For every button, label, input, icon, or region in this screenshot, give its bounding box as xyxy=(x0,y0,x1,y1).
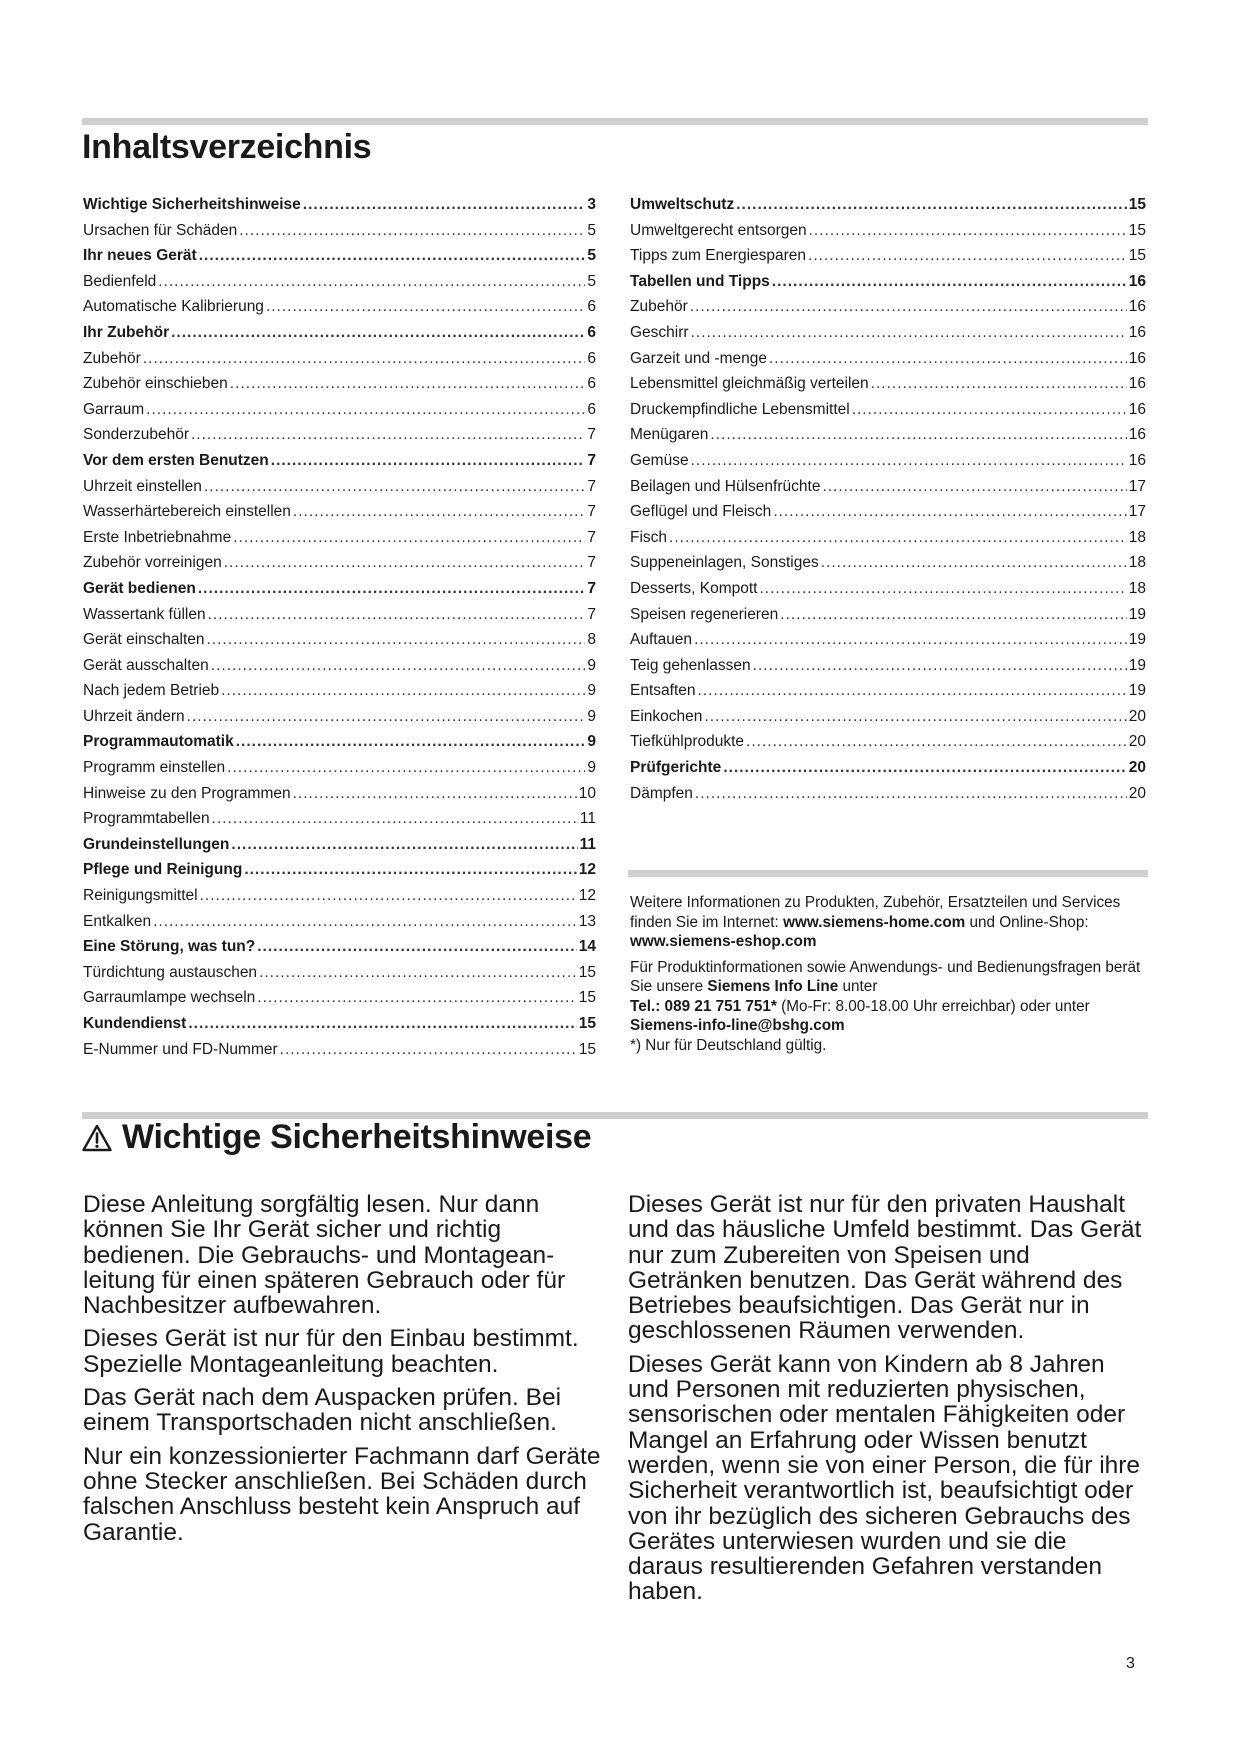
toc-entry-page: 9 xyxy=(587,733,596,751)
toc-entry-page: 5 xyxy=(587,247,596,265)
toc-heading-entry[interactable] xyxy=(83,1011,596,1037)
top-divider xyxy=(82,118,1148,125)
toc-entry-page: 7 xyxy=(587,426,596,444)
toc-entry-page: 15 xyxy=(1128,196,1146,213)
toc-entry-page: 16 xyxy=(1128,298,1146,316)
toc-entry-page: 6 xyxy=(587,349,596,367)
toc-heading-entry[interactable] xyxy=(83,192,596,218)
toc-entry-label: Garzeit und -menge xyxy=(630,349,767,367)
toc-dot-leader xyxy=(691,320,1127,346)
toc-dot-leader xyxy=(780,602,1127,628)
toc-entry[interactable] xyxy=(630,653,1146,679)
toc-heading-entry[interactable] xyxy=(83,243,596,269)
toc-entry-page: 9 xyxy=(587,707,596,725)
toc-entry[interactable] xyxy=(83,755,596,781)
toc-dot-leader xyxy=(239,218,585,244)
toc-entry[interactable] xyxy=(83,602,596,628)
toc-entry[interactable] xyxy=(83,397,596,423)
toc-entry-page: 16 xyxy=(1128,400,1146,418)
safety-paragraph: Dieses Gerät ist nur für den Einbau bestimmt. Spezielle Montageanleitung beachten. xyxy=(83,1325,579,1378)
toc-dot-leader xyxy=(809,218,1127,244)
toc-entry-label: Gerät bedienen xyxy=(83,579,196,597)
toc-dot-leader xyxy=(271,448,586,474)
toc-dot-leader xyxy=(188,1011,576,1037)
toc-entry[interactable] xyxy=(630,704,1146,730)
toc-entry[interactable] xyxy=(630,422,1146,448)
toc-entry[interactable] xyxy=(630,397,1146,423)
toc-entry[interactable] xyxy=(83,550,596,576)
toc-entry-page: 7 xyxy=(587,528,596,546)
toc-entry[interactable] xyxy=(630,320,1146,346)
toc-dot-leader xyxy=(266,294,585,320)
toc-entry-label: Beilagen und Hülsenfrüchte xyxy=(630,477,821,495)
toc-dot-leader xyxy=(695,781,1127,807)
toc-entry[interactable] xyxy=(83,422,596,448)
toc-entry-label: Zubehör vorreinigen xyxy=(83,554,222,572)
toc-entry-page: 16 xyxy=(1128,375,1146,393)
toc-entry-label: Gemüse xyxy=(630,451,689,469)
toc-entry-page: 5 xyxy=(587,272,596,290)
toc-entry-label: Bedienfeld xyxy=(83,272,157,290)
toc-dot-leader xyxy=(808,243,1127,269)
info-paragraph-hotline: Für Produktinformationen sowie Anwendungs- und Bedienungsfragen berät Sie unsere Siemens Info Line unter Tel.: 089 21 751 751* (Mo-Fr: 8.00-18.00 Uhr erreichbar) oder unter Siemens-info-line@bshg.com *) Nur für Deutschland gültig. xyxy=(630,958,1141,1054)
toc-entry[interactable] xyxy=(630,371,1146,397)
toc-entry[interactable] xyxy=(630,294,1146,320)
toc-entry-label: Garraumlampe wechseln xyxy=(83,989,256,1007)
toc-heading-entry[interactable] xyxy=(83,576,596,602)
toc-entry-page: 7 xyxy=(587,579,596,597)
toc-dot-leader xyxy=(669,525,1127,551)
toc-dot-leader xyxy=(191,422,585,448)
toc-entry-label: Ursachen für Schäden xyxy=(83,221,238,239)
toc-dot-leader xyxy=(198,576,586,602)
toc-entry-page: 20 xyxy=(1128,707,1146,725)
toc-entry-label: Programmautomatik xyxy=(83,733,234,751)
toc-dot-leader xyxy=(690,294,1127,320)
toc-entry-label: Auftauen xyxy=(630,631,693,649)
toc-title: Inhaltsverzeichnis xyxy=(82,128,372,166)
toc-dot-leader xyxy=(233,525,585,551)
toc-dot-leader xyxy=(710,422,1126,448)
toc-dot-leader xyxy=(773,499,1126,525)
toc-dot-leader xyxy=(746,729,1127,755)
toc-entry-page: 12 xyxy=(578,887,596,905)
toc-entry-label: Sonderzubehör xyxy=(83,426,189,444)
toc-entry-page: 19 xyxy=(1128,656,1146,674)
toc-dot-leader xyxy=(187,704,586,730)
toc-dot-leader xyxy=(200,883,577,909)
toc-dot-leader xyxy=(753,653,1127,679)
toc-heading-entry[interactable] xyxy=(630,755,1146,781)
toc-entry[interactable] xyxy=(630,781,1146,807)
toc-dot-leader xyxy=(153,909,577,935)
toc-entry[interactable] xyxy=(630,729,1146,755)
toc-entry-page: 9 xyxy=(587,759,596,777)
toc-entry-label: Zubehör xyxy=(630,298,688,316)
toc-entry-label: Umweltgerecht entsorgen xyxy=(630,221,807,239)
toc-entry-page: 6 xyxy=(587,298,596,316)
toc-dot-leader xyxy=(694,627,1127,653)
toc-entry-page: 16 xyxy=(1128,349,1146,367)
toc-entry-page: 9 xyxy=(587,682,596,700)
safety-title-text: Wichtige Sicherheitshinweise xyxy=(122,1118,592,1156)
toc-entry[interactable] xyxy=(83,371,596,397)
toc-entry-page: 6 xyxy=(587,400,596,418)
toc-dot-leader xyxy=(208,602,586,628)
toc-dot-leader xyxy=(231,832,577,858)
toc-entry-label: Tabellen und Tipps xyxy=(630,272,770,290)
toc-heading-entry[interactable] xyxy=(630,269,1146,295)
toc-dot-leader xyxy=(772,269,1127,295)
toc-dot-leader xyxy=(259,960,577,986)
toc-dot-leader xyxy=(736,192,1127,218)
toc-entry-page: 16 xyxy=(1128,426,1146,444)
toc-heading-entry[interactable] xyxy=(83,934,596,960)
toc-entry-page: 9 xyxy=(587,656,596,674)
toc-entry-page: 10 xyxy=(578,784,596,802)
toc-dot-leader xyxy=(143,346,586,372)
toc-entry-page: 15 xyxy=(578,989,596,1007)
toc-entry[interactable] xyxy=(83,1037,596,1063)
toc-dot-leader xyxy=(293,781,577,807)
toc-dot-leader xyxy=(199,243,586,269)
toc-dot-leader xyxy=(244,857,576,883)
hotline-email[interactable]: Siemens-info-line@bshg.com xyxy=(630,1017,845,1034)
toc-entry-label: Speisen regenerieren xyxy=(630,605,779,623)
toc-entry[interactable] xyxy=(83,269,596,295)
toc-dot-leader xyxy=(204,474,585,500)
toc-entry-page: 7 xyxy=(587,554,596,572)
toc-entry-label: Prüfgerichte xyxy=(630,759,722,777)
toc-entry-label: Desserts, Kompott xyxy=(630,579,758,597)
toc-dot-leader xyxy=(257,985,576,1011)
toc-entry-label: Garraum xyxy=(83,400,145,418)
toc-entry-page: 8 xyxy=(587,631,596,649)
toc-entry[interactable] xyxy=(83,525,596,551)
toc-entry-label: Menügaren xyxy=(630,426,709,444)
toc-entry-page: 7 xyxy=(587,605,596,623)
toc-entry-page: 5 xyxy=(587,221,596,239)
toc-entry-page: 18 xyxy=(1128,528,1146,546)
toc-entry[interactable] xyxy=(83,909,596,935)
toc-dot-leader xyxy=(303,192,586,218)
toc-entry-label: Entkalken xyxy=(83,912,152,930)
toc-entry[interactable] xyxy=(630,474,1146,500)
toc-entry-page: 15 xyxy=(1128,247,1146,265)
toc-entry-page: 14 xyxy=(578,938,596,956)
toc-entry-label: Gerät ausschalten xyxy=(83,656,209,674)
toc-heading-entry[interactable] xyxy=(83,729,596,755)
toc-entry-page: 15 xyxy=(1128,221,1146,239)
toc-heading-entry[interactable] xyxy=(83,320,596,346)
hotline-phone[interactable]: Tel.: 089 21 751 751* xyxy=(630,997,777,1015)
safety-paragraph: Nur ein konzessionierter Fachmann darf Geräte ohne Stecker anschließen. Bei Schäden durch falschen Anschluss besteht kein Anspruch auf Garantie. xyxy=(83,1442,601,1546)
toc-entry[interactable] xyxy=(630,499,1146,525)
safety-title xyxy=(82,1118,591,1157)
toc-entry-page: 17 xyxy=(1128,477,1146,495)
info-line-name: Siemens Info Line xyxy=(707,978,839,995)
toc-entry-label: Erste Inbetriebnahme xyxy=(83,528,232,546)
toc-entry-page: 15 xyxy=(578,1040,596,1058)
toc-dot-leader xyxy=(293,499,585,525)
toc-entry-page: 7 xyxy=(587,503,596,521)
eshop-link[interactable]: www.siemens-eshop.com xyxy=(630,933,817,950)
toc-entry-label: Nach jedem Betrieb xyxy=(83,682,220,700)
toc-entry[interactable] xyxy=(630,602,1146,628)
toc-entry[interactable] xyxy=(630,627,1146,653)
toc-entry-label: Tiefkühlprodukte xyxy=(630,733,745,751)
toc-entry[interactable] xyxy=(83,883,596,909)
toc-entry-page: 3 xyxy=(587,196,596,213)
toc-entry-label: E-Nummer und FD-Nummer xyxy=(83,1040,278,1058)
toc-entry-page: 6 xyxy=(587,323,596,341)
toc-entry[interactable] xyxy=(83,781,596,807)
toc-entry-page: 15 xyxy=(578,1015,596,1032)
warning-icon xyxy=(82,1124,112,1152)
toc-entry[interactable] xyxy=(83,704,596,730)
toc-entry-label: Türdichtung austauschen xyxy=(83,963,258,981)
toc-entry[interactable] xyxy=(83,678,596,704)
toc-entry-label: Einkochen xyxy=(630,707,703,725)
toc-entry[interactable] xyxy=(83,806,596,832)
toc-entry[interactable] xyxy=(630,550,1146,576)
toc-entry[interactable] xyxy=(630,525,1146,551)
toc-entry[interactable] xyxy=(630,218,1146,244)
toc-dot-leader xyxy=(236,729,586,755)
toc-entry-page: 19 xyxy=(1128,605,1146,623)
toc-dot-leader xyxy=(227,755,585,781)
toc-dot-leader xyxy=(698,678,1127,704)
toc-dot-leader xyxy=(158,269,585,295)
toc-entry[interactable] xyxy=(630,448,1146,474)
toc-entry-page: 13 xyxy=(578,912,596,930)
toc-entry[interactable] xyxy=(83,294,596,320)
toc-entry-label: Teig gehenlassen xyxy=(630,656,751,674)
toc-entry[interactable] xyxy=(630,678,1146,704)
toc-entry[interactable] xyxy=(83,627,596,653)
toc-entry-page: 11 xyxy=(579,810,596,828)
toc-entry-page: 19 xyxy=(1128,682,1146,700)
toc-entry-label: Programm einstellen xyxy=(83,759,226,777)
toc-entry-label: Suppeneinlagen, Sonstiges xyxy=(630,554,819,572)
toc-entry-label: Eine Störung, was tun? xyxy=(83,938,256,956)
info-box xyxy=(630,893,1150,1061)
toc-entry-label: Hinweise zu den Programmen xyxy=(83,784,291,802)
toc-entry-label: Automatische Kalibrierung xyxy=(83,298,264,316)
toc-entry-page: 17 xyxy=(1128,503,1146,521)
toc-entry-label: Kundendienst xyxy=(83,1015,187,1032)
footnote: *) Nur für Deutschland gültig. xyxy=(630,1036,827,1054)
info-paragraph-web: Weitere Informationen zu Produkten, Zubehör, Ersatzteilen und Services finden Sie im Internet: www.siemens-home.com und Online-Shop: www.siemens-eshop.com xyxy=(630,894,1121,950)
toc-entry-page: 18 xyxy=(1128,554,1146,572)
toc-entry-label: Tipps zum Energiesparen xyxy=(630,247,807,265)
toc-dot-leader xyxy=(257,934,577,960)
toc-entry-label: Umweltschutz xyxy=(630,196,735,213)
toc-heading-entry[interactable] xyxy=(83,448,596,474)
toc-entry-label: Uhrzeit ändern xyxy=(83,707,185,725)
toc-entry[interactable] xyxy=(83,985,596,1011)
safety-paragraph: Das Gerät nach dem Auspacken prüfen. Bei einem Transportschaden nicht anschließen. xyxy=(83,1384,562,1437)
toc-entry-page: 7 xyxy=(587,477,596,495)
toc-entry-page: 11 xyxy=(579,835,596,853)
toc-dot-leader xyxy=(171,320,585,346)
safety-paragraph: Diese Anleitung sorgfältig lesen. Nur dann können Sie Ihr Gerät sicher und richtig bedienen. Die Gebrauchs- und Montageanleitung für einen späteren Gebrauch oder für Nachbesitzer aufbewahren. xyxy=(83,1191,566,1320)
toc-dot-leader xyxy=(224,550,586,576)
toc-entry-label: Wasserhärtebereich einstellen xyxy=(83,503,291,521)
toc-entry[interactable] xyxy=(630,346,1146,372)
toc-dot-leader xyxy=(146,397,585,423)
toc-entry-page: 19 xyxy=(1128,631,1146,649)
toc-entry-label: Reinigungsmittel xyxy=(83,887,198,905)
toc-entry-page: 6 xyxy=(587,375,596,393)
toc-entry-page: 15 xyxy=(578,963,596,981)
toc-entry-label: Vor dem ersten Benutzen xyxy=(83,451,269,469)
toc-entry[interactable] xyxy=(83,346,596,372)
toc-entry-label: Programmtabellen xyxy=(83,810,210,828)
toc-entry-page: 7 xyxy=(587,451,596,469)
toc-entry-label: Grundeinstellungen xyxy=(83,835,230,853)
toc-entry-page: 16 xyxy=(1128,323,1146,341)
toc-entry-label: Dämpfen xyxy=(630,784,693,802)
toc-entry-label: Geschirr xyxy=(630,323,689,341)
toc-entry[interactable] xyxy=(83,653,596,679)
toc-right-column xyxy=(630,192,1146,806)
toc-dot-leader xyxy=(280,1037,577,1063)
safety-paragraph: Dieses Gerät ist nur für den privaten Haushalt und das häusliche Umfeld bestimmt. Das Gerät nur zum Zubereiten von Speisen und Getränken benutzen. Das Gerät während des Betriebes beaufsichtigen. Das Gerät nur in geschlossenen Räumen verwenden. xyxy=(628,1191,1142,1345)
toc-dot-leader xyxy=(852,397,1127,423)
toc-heading-entry[interactable] xyxy=(83,832,596,858)
toc-dot-leader xyxy=(760,576,1127,602)
toc-entry[interactable] xyxy=(83,499,596,525)
toc-entry-page: 20 xyxy=(1128,733,1146,751)
toc-entry[interactable] xyxy=(83,960,596,986)
toc-entry-label: Entsaften xyxy=(630,682,696,700)
safety-left-column xyxy=(83,1192,603,1553)
safety-right-column xyxy=(628,1192,1148,1613)
toc-dot-leader xyxy=(822,474,1126,500)
toc-dot-leader xyxy=(207,627,586,653)
toc-entry-label: Ihr neues Gerät xyxy=(83,247,197,265)
toc-dot-leader xyxy=(704,704,1126,730)
page-number: 3 xyxy=(1126,1655,1135,1672)
toc-entry-label: Ihr Zubehör xyxy=(83,323,170,341)
toc-entry-label: Uhrzeit einstellen xyxy=(83,477,202,495)
toc-entry-label: Zubehör xyxy=(83,349,141,367)
toc-entry[interactable] xyxy=(630,243,1146,269)
toc-entry-page: 16 xyxy=(1128,451,1146,469)
toc-dot-leader xyxy=(211,653,586,679)
toc-entry-page: 18 xyxy=(1128,579,1146,597)
toc-entry-label: Lebensmittel gleichmäßig verteilen xyxy=(630,375,869,393)
safety-paragraph: Dieses Gerät kann von Kindern ab 8 Jahren und Personen mit reduzierten physischen, sensorischen oder mentalen Fähigkeiten oder Mangel an Erfahrung oder Wissen benutzt werden, wenn sie von einer Person, die für ihre Sicherheit verantwortlich ist, beaufsichtigt oder von ihr bezüglich des sicheren Gebrauchs des Gerätes unterwiesen wurden und sie die daraus resultierenden Gefahren verstanden haben. xyxy=(628,1350,1141,1606)
toc-dot-leader xyxy=(769,346,1127,372)
toc-entry-label: Wichtige Sicherheitshinweise xyxy=(83,196,301,213)
toc-dot-leader xyxy=(821,550,1127,576)
toc-left-column xyxy=(83,192,596,1062)
info-divider xyxy=(628,870,1148,877)
toc-dot-leader xyxy=(691,448,1127,474)
toc-entry-label: Wassertank füllen xyxy=(83,605,206,623)
toc-dot-leader xyxy=(871,371,1127,397)
website-link[interactable]: www.siemens-home.com xyxy=(783,913,966,931)
toc-entry-label: Pflege und Reinigung xyxy=(83,861,243,879)
toc-entry-label: Geflügel und Fleisch xyxy=(630,503,772,521)
toc-entry[interactable] xyxy=(83,474,596,500)
toc-entry-label: Druckempfindliche Lebensmittel xyxy=(630,400,850,418)
toc-dot-leader xyxy=(230,371,586,397)
toc-entry[interactable] xyxy=(83,218,596,244)
toc-heading-entry[interactable] xyxy=(83,857,596,883)
toc-dot-leader xyxy=(723,755,1126,781)
toc-dot-leader xyxy=(212,806,578,832)
toc-entry-label: Fisch xyxy=(630,528,668,546)
toc-entry-page: 20 xyxy=(1128,759,1146,777)
toc-entry[interactable] xyxy=(630,576,1146,602)
toc-dot-leader xyxy=(221,678,585,704)
toc-entry-label: Zubehör einschieben xyxy=(83,375,228,393)
toc-entry-page: 16 xyxy=(1128,272,1146,290)
toc-entry-label: Gerät einschalten xyxy=(83,631,205,649)
toc-entry-page: 12 xyxy=(578,861,596,879)
toc-heading-entry[interactable] xyxy=(630,192,1146,218)
toc-entry-page: 20 xyxy=(1128,784,1146,802)
